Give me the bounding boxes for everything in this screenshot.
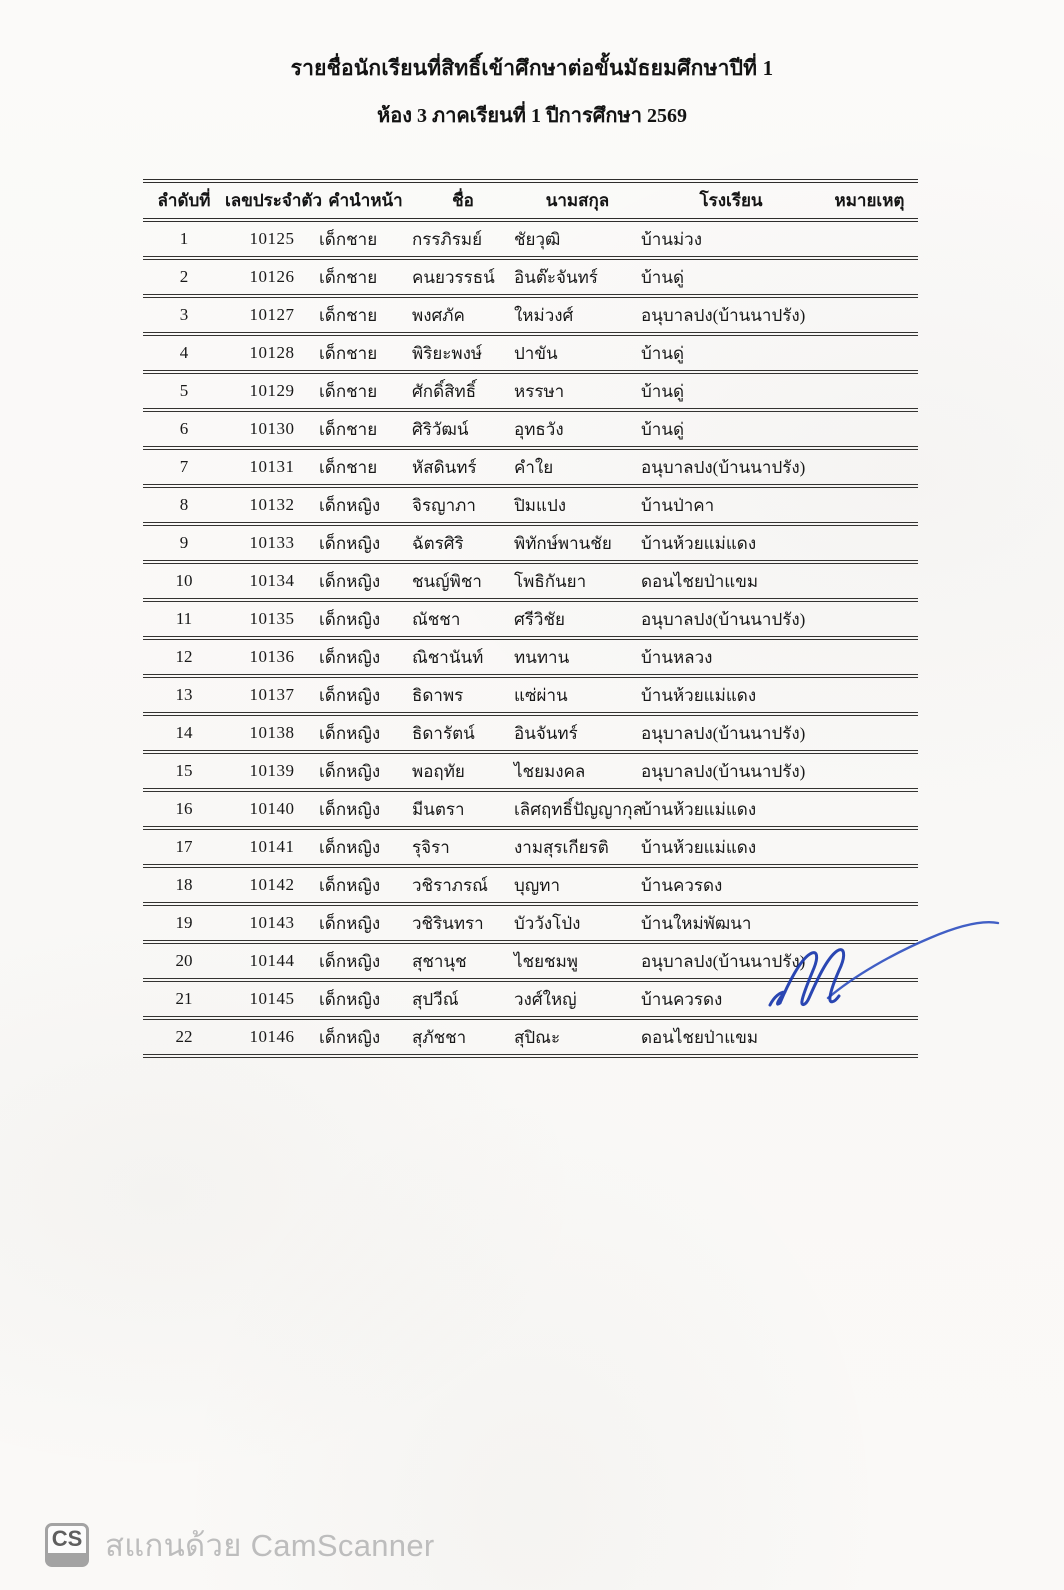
header-prefix: คำนำหน้า	[319, 181, 412, 220]
header-school: โรงเรียน	[641, 181, 821, 220]
cell-student-id: 10145	[225, 980, 319, 1018]
cell-first-name: ธิดารัตน์	[412, 714, 514, 752]
cell-prefix: เด็กหญิง	[319, 562, 412, 600]
cell-last-name: บัววังโป่ง	[514, 904, 641, 942]
cell-order: 19	[143, 904, 225, 942]
cell-first-name: คนยวรรธน์	[412, 258, 514, 296]
cell-order: 7	[143, 448, 225, 486]
cell-last-name: หรรษา	[514, 372, 641, 410]
cell-student-id: 10132	[225, 486, 319, 524]
cell-note	[821, 220, 918, 258]
cell-first-name: มีนตรา	[412, 790, 514, 828]
cell-note	[821, 486, 918, 524]
cell-student-id: 10140	[225, 790, 319, 828]
cell-prefix: เด็กหญิง	[319, 790, 412, 828]
table-row	[143, 752, 918, 790]
cell-prefix: เด็กชาย	[319, 258, 412, 296]
cell-school: บ้านห้วยแม่แดง	[641, 676, 821, 714]
cell-last-name: ชัยวุฒิ	[514, 220, 641, 258]
camscanner-watermark	[45, 1520, 435, 1570]
cell-school: อนุบาลปง(บ้านนาปรัง)	[641, 942, 821, 980]
watermark-text: สแกนด้วย CamScanner	[105, 1528, 435, 1563]
cell-order: 11	[143, 600, 225, 638]
cell-last-name: โพธิกันยา	[514, 562, 641, 600]
cell-school: บ้านใหม่พัฒนา	[641, 904, 821, 942]
cell-prefix: เด็กชาย	[319, 410, 412, 448]
cell-note	[821, 980, 918, 1018]
cell-order: 13	[143, 676, 225, 714]
cell-prefix: เด็กชาย	[319, 372, 412, 410]
table-row	[143, 1018, 918, 1056]
cell-school: อนุบาลปง(บ้านนาปรัง)	[641, 714, 821, 752]
page-title: รายชื่อนักเรียนที่สิทธิ์เข้าศึกษาต่อขั้นมัธยมศึกษาปีที่ 1	[290, 56, 774, 80]
cell-order: 6	[143, 410, 225, 448]
cell-student-id: 10131	[225, 448, 319, 486]
cell-order: 20	[143, 942, 225, 980]
cell-prefix: เด็กหญิง	[319, 676, 412, 714]
cell-last-name: แซ่ผ่าน	[514, 676, 641, 714]
cell-student-id: 10142	[225, 866, 319, 904]
cell-prefix: เด็กหญิง	[319, 942, 412, 980]
cell-school: บ้านห้วยแม่แดง	[641, 828, 821, 866]
cell-order: 22	[143, 1018, 225, 1056]
cell-student-id: 10130	[225, 410, 319, 448]
cell-note	[821, 600, 918, 638]
cell-prefix: เด็กชาย	[319, 296, 412, 334]
cell-first-name: รุจิรา	[412, 828, 514, 866]
cell-student-id: 10144	[225, 942, 319, 980]
cell-student-id: 10127	[225, 296, 319, 334]
header-last-name: นามสกุล	[514, 181, 641, 220]
cell-student-id: 10129	[225, 372, 319, 410]
table-row	[143, 828, 918, 866]
cell-first-name: สุปวีณ์	[412, 980, 514, 1018]
table-row	[143, 638, 918, 676]
cell-order: 16	[143, 790, 225, 828]
cell-prefix: เด็กหญิง	[319, 980, 412, 1018]
table-row	[143, 410, 918, 448]
cell-note	[821, 714, 918, 752]
cell-last-name: สุปิณะ	[514, 1018, 641, 1056]
cell-prefix: เด็กหญิง	[319, 866, 412, 904]
cell-note	[821, 904, 918, 942]
cell-first-name: ณิชานันท์	[412, 638, 514, 676]
cell-first-name: ศิริวัฒน์	[412, 410, 514, 448]
cell-note	[821, 638, 918, 676]
cell-first-name: ณัชชา	[412, 600, 514, 638]
cell-note	[821, 410, 918, 448]
cell-note	[821, 258, 918, 296]
cell-first-name: วชิราภรณ์	[412, 866, 514, 904]
header-student-id: เลขประจำตัว	[225, 181, 319, 220]
table-row	[143, 258, 918, 296]
cell-note	[821, 1018, 918, 1056]
cs-logo-text: CS	[51, 1526, 83, 1551]
cell-school: บ้านหลวง	[641, 638, 821, 676]
cell-prefix: เด็กชาย	[319, 448, 412, 486]
cell-school: ดอนไชยป่าแขม	[641, 562, 821, 600]
cell-first-name: ชนญ์พิชา	[412, 562, 514, 600]
cell-order: 5	[143, 372, 225, 410]
cell-order: 4	[143, 334, 225, 372]
cell-school: อนุบาลปง(บ้านนาปรัง)	[641, 448, 821, 486]
cell-school: บ้านม่วง	[641, 220, 821, 258]
cell-first-name: จิรญาภา	[412, 486, 514, 524]
cell-prefix: เด็กหญิง	[319, 1018, 412, 1056]
cell-student-id: 10125	[225, 220, 319, 258]
cell-prefix: เด็กหญิง	[319, 600, 412, 638]
cell-school: บ้านห้วยแม่แดง	[641, 790, 821, 828]
cell-first-name: ศักดิ์สิทธิ์	[412, 372, 514, 410]
cell-student-id: 10138	[225, 714, 319, 752]
cell-student-id: 10143	[225, 904, 319, 942]
cell-last-name: อินจันทร์	[514, 714, 641, 752]
cell-first-name: สุชานุช	[412, 942, 514, 980]
cell-order: 10	[143, 562, 225, 600]
cell-note	[821, 448, 918, 486]
cell-student-id: 10139	[225, 752, 319, 790]
cell-note	[821, 524, 918, 562]
cell-first-name: ฉัตรศิริ	[412, 524, 514, 562]
table-row	[143, 220, 918, 258]
cell-school: ดอนไชยป่าแขม	[641, 1018, 821, 1056]
cell-note	[821, 676, 918, 714]
header-order: ลำดับที่	[143, 181, 225, 220]
cell-school: บ้านดู่	[641, 258, 821, 296]
header-first-name: ชื่อ	[412, 181, 514, 220]
cell-note	[821, 334, 918, 372]
cell-school: บ้านควรดง	[641, 866, 821, 904]
cell-student-id: 10135	[225, 600, 319, 638]
table-row	[143, 448, 918, 486]
cell-first-name: วชิรินทรา	[412, 904, 514, 942]
table-row	[143, 562, 918, 600]
cell-student-id: 10136	[225, 638, 319, 676]
cell-first-name: พงศภัค	[412, 296, 514, 334]
cell-order: 17	[143, 828, 225, 866]
cell-order: 1	[143, 220, 225, 258]
cell-order: 8	[143, 486, 225, 524]
cell-order: 3	[143, 296, 225, 334]
cell-last-name: อุทธวัง	[514, 410, 641, 448]
table-body	[143, 220, 918, 1056]
table-row	[143, 904, 918, 942]
cell-last-name: ปิมแปง	[514, 486, 641, 524]
cell-note	[821, 296, 918, 334]
cell-order: 12	[143, 638, 225, 676]
cell-first-name: พอฤทัย	[412, 752, 514, 790]
cell-order: 18	[143, 866, 225, 904]
table-row	[143, 524, 918, 562]
cell-last-name: ไชยมงคล	[514, 752, 641, 790]
cell-last-name: พิทักษ์พานชัย	[514, 524, 641, 562]
cell-student-id: 10137	[225, 676, 319, 714]
cell-first-name: กรรภิรมย์	[412, 220, 514, 258]
table-row	[143, 600, 918, 638]
cell-prefix: เด็กหญิง	[319, 828, 412, 866]
cell-school: อนุบาลปง(บ้านนาปรัง)	[641, 296, 821, 334]
cell-prefix: เด็กหญิง	[319, 524, 412, 562]
cell-student-id: 10134	[225, 562, 319, 600]
cell-note	[821, 752, 918, 790]
cell-student-id: 10133	[225, 524, 319, 562]
cell-note	[821, 562, 918, 600]
cell-prefix: เด็กหญิง	[319, 752, 412, 790]
table-row	[143, 372, 918, 410]
cell-last-name: คำใย	[514, 448, 641, 486]
cell-prefix: เด็กหญิง	[319, 638, 412, 676]
cell-last-name: เลิศฤทธิ์ปัญญากุล	[514, 790, 641, 828]
student-table	[143, 179, 918, 1058]
cell-last-name: ใหม่วงศ์	[514, 296, 641, 334]
header-note: หมายเหตุ	[821, 181, 918, 220]
table-row	[143, 714, 918, 752]
cell-note	[821, 790, 918, 828]
cell-last-name: ไชยชมพู	[514, 942, 641, 980]
cell-first-name: พิริยะพงษ์	[412, 334, 514, 372]
cell-school: บ้านดู่	[641, 334, 821, 372]
cell-order: 21	[143, 980, 225, 1018]
cell-last-name: อินต๊ะจันทร์	[514, 258, 641, 296]
cell-note	[821, 866, 918, 904]
table-row	[143, 486, 918, 524]
cell-last-name: บุญทา	[514, 866, 641, 904]
table-row	[143, 334, 918, 372]
cell-school: บ้านดู่	[641, 410, 821, 448]
cell-order: 9	[143, 524, 225, 562]
cell-last-name: ปาขัน	[514, 334, 641, 372]
cell-first-name: หัสดินทร์	[412, 448, 514, 486]
cell-order: 2	[143, 258, 225, 296]
cell-first-name: ธิดาพร	[412, 676, 514, 714]
cell-prefix: เด็กชาย	[319, 220, 412, 258]
camscanner-logo-icon	[45, 1523, 89, 1567]
cell-school: บ้านควรดง	[641, 980, 821, 1018]
table-row	[143, 866, 918, 904]
table-row	[143, 942, 918, 980]
cell-student-id: 10141	[225, 828, 319, 866]
cell-last-name: ทนทาน	[514, 638, 641, 676]
cell-school: บ้านดู่	[641, 372, 821, 410]
scanned-document-page	[0, 52, 1064, 1590]
cell-last-name: งามสุรเกียรติ	[514, 828, 641, 866]
cell-school: อนุบาลปง(บ้านนาปรัง)	[641, 752, 821, 790]
cell-order: 15	[143, 752, 225, 790]
cell-prefix: เด็กหญิง	[319, 714, 412, 752]
cell-first-name: สุภัชชา	[412, 1018, 514, 1056]
table-row	[143, 790, 918, 828]
cell-student-id: 10128	[225, 334, 319, 372]
cell-student-id: 10126	[225, 258, 319, 296]
cs-logo-base-bar	[47, 1553, 87, 1565]
cell-school: อนุบาลปง(บ้านนาปรัง)	[641, 600, 821, 638]
cell-note	[821, 828, 918, 866]
cell-school: บ้านป่าคา	[641, 486, 821, 524]
table-row	[143, 296, 918, 334]
cell-order: 14	[143, 714, 225, 752]
cell-last-name: ศรีวิชัย	[514, 600, 641, 638]
table-header-row	[143, 181, 918, 220]
cell-prefix: เด็กชาย	[319, 334, 412, 372]
cell-prefix: เด็กหญิง	[319, 486, 412, 524]
table-row	[143, 676, 918, 714]
page-subtitle: ห้อง 3 ภาคเรียนที่ 1 ปีการศึกษา 2569	[377, 105, 687, 127]
cell-note	[821, 942, 918, 980]
cell-prefix: เด็กหญิง	[319, 904, 412, 942]
cell-student-id: 10146	[225, 1018, 319, 1056]
cell-note	[821, 372, 918, 410]
cell-last-name: วงศ์ใหญ่	[514, 980, 641, 1018]
table-row	[143, 980, 918, 1018]
cell-school: บ้านห้วยแม่แดง	[641, 524, 821, 562]
